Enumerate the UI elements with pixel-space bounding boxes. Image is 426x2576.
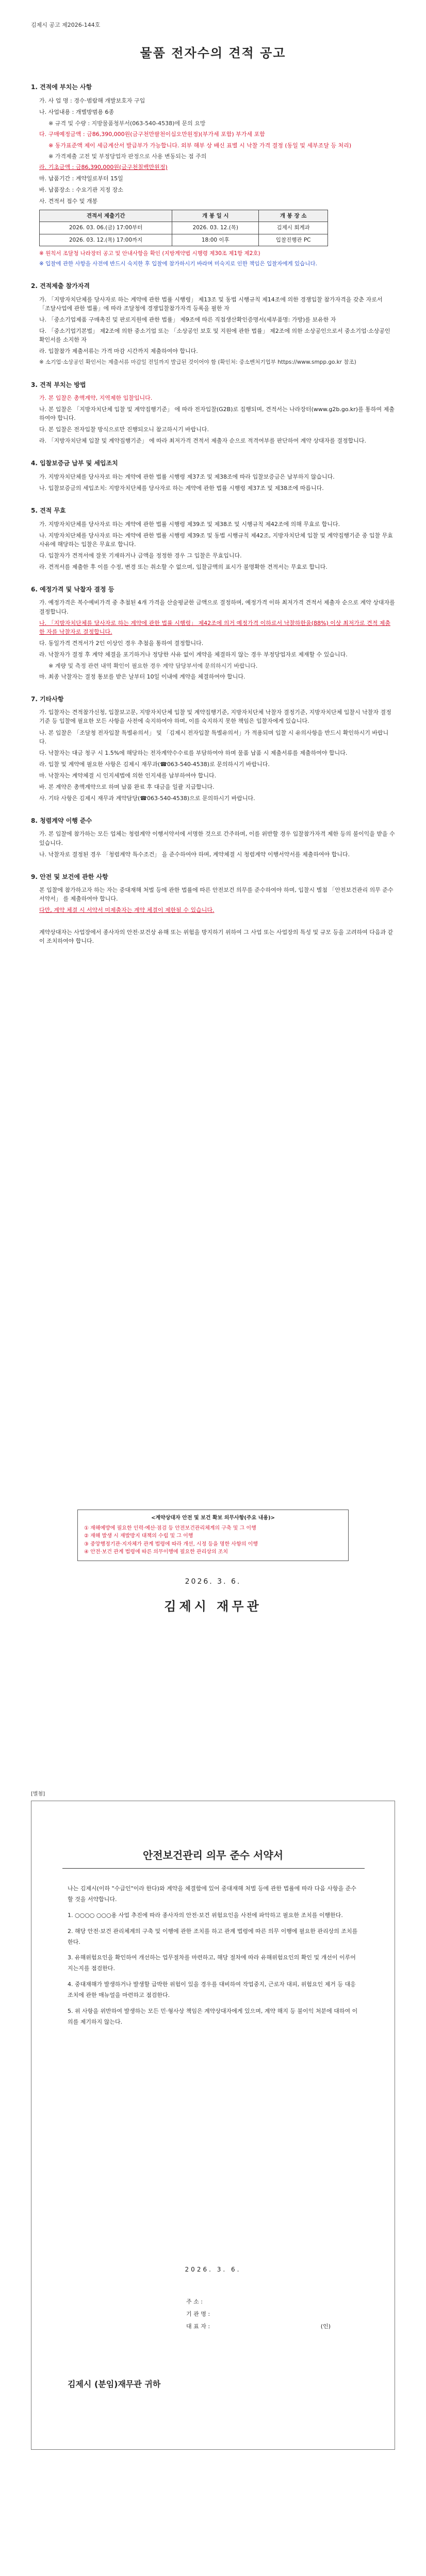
pledge-title: 안전보건관리 의무 준수 서약서 bbox=[142, 1849, 284, 1861]
eligibility-note: ※ 소기업·소상공인 확인서는 제출서류 마감일 전일까지 발급된 것이어야 함 (확인처: 중소벤처기업부 https://www.smpp.go.kr 참조) bbox=[39, 359, 356, 366]
schedule-table bbox=[39, 210, 328, 246]
award-item: 마. 최종 낙찰자는 결정 통보를 받은 날부터 10일 이내에 계약을 체결하여야 합니다. bbox=[39, 673, 245, 680]
eligibility-item: 가. 「지방자치단체를 당사자로 하는 계약에 관한 법률 시행령」 제13조 및 동법 시행규칙 제14조에 의한 경쟁입찰 참가자격을 갖춘 자로서 「조달사업에 관한 법률」에 따라 조달청에 경쟁입찰참가자격 등록을 필한 자 bbox=[39, 296, 383, 312]
sign-label: 주 소 : bbox=[186, 2298, 203, 2305]
item-project-content: 나. 사업내용 : 개별방범용 6종 bbox=[39, 108, 114, 115]
table-cell: 18:00 이후 bbox=[172, 234, 259, 246]
item-base-price: 라. 기초금액 : 금86,390,000원(금구천칠백만원정) bbox=[39, 163, 168, 171]
sign-row bbox=[186, 2320, 331, 2333]
misc-item: 사. 기타 사항은 김제시 재무과 계약담당(☎063-540-4538)으로 문의하시기 바랍니다. bbox=[39, 794, 255, 802]
issuer-name: 김제시 재무관 bbox=[164, 1599, 262, 1614]
invalid-item: 나. 지방자치단체를 당사자로 하는 계약에 관한 법률 시행령 제39조 및 동법 시행규칙 제42조, 지방자치단체 입찰 및 계약집행기준 중 입찰 무효사유에 해당하는 입찰은 무효로 합니다. bbox=[39, 532, 393, 548]
document-number: 김제시 공고 제2026-144호 bbox=[31, 22, 101, 28]
pledge-signature-block bbox=[186, 2296, 331, 2333]
award-item: 다. 동일가격 견적서가 2인 이상인 경우 추첨을 통하여 결정합니다. bbox=[39, 639, 204, 647]
pledge-paragraph: 5. 위 사항을 위반하여 발생하는 모든 민·형사상 책임은 계약상대자에게 있으며, 계약 해지 등 불이익 처분에 대하여 이의를 제기하지 않는다. bbox=[68, 2008, 358, 2025]
safety-item: 본 입찰에 참가하고자 하는 자는 중대재해 처벌 등에 관한 법률에 따른 안전보건 의무를 준수하여야 하며, 입찰시 별첨 「안전보건관리 의무 준수 서약서」 를 제출하여야 합니다. bbox=[39, 887, 394, 903]
eligibility-item: 다. 「중소기업기본법」 제2조에 의한 중소기업 또는 「소상공인 보호 및 지원에 관한 법률」 제2조에 의한 소상공인으로서 중소기업·소상공인 확인서를 소지한 자 bbox=[39, 328, 390, 344]
section-heading: 3. 견적 부치는 방법 bbox=[31, 381, 86, 388]
invalid-item: 다. 입찰자가 견적서에 잘못 기재하거나 금액을 정정한 경우 그 입찰은 무효입니다. bbox=[39, 552, 242, 559]
method-item: 가. 본 입찰은 총액계약, 지역제한 입찰입니다. bbox=[39, 395, 153, 402]
table-row bbox=[40, 222, 328, 234]
item-submission-schedule: 사. 견적서 접수 및 개봉 bbox=[39, 198, 98, 205]
announcement-body bbox=[31, 82, 395, 948]
box-item: ① 재해예방에 필요한 인력·예산·점검 등 안전보건관리체계의 구축 및 그 이행 bbox=[84, 1525, 256, 1531]
table-header: 개 봉 일 시 bbox=[172, 210, 259, 222]
table-cell: 2026. 03. 12.(목) bbox=[172, 222, 259, 234]
announcement-title: 물품 전자수의 견적 공고 bbox=[140, 46, 286, 60]
item-project-name: 가. 사 업 명 : 경수·범람해 개발보호자 구입 bbox=[39, 97, 145, 104]
invalid-item: 라. 견적서를 제출한 후 이를 수정, 변경 또는 취소할 수 없으며, 입찰금액의 표시가 불명확한 견적서는 무효로 합니다. bbox=[39, 563, 327, 570]
integrity-item: 가. 본 입찰에 참가하는 모든 업체는 청렴계약 이행서약서에 서명한 것으로 간주하며, 이를 위반할 경우 입찰참가자격 제한 등의 불이익을 받을 수 있습니다. bbox=[39, 831, 395, 846]
table-cell: 2026. 03. 06.(금) 17:00부터 bbox=[40, 222, 172, 234]
pledge-paragraph: 2. 해당 안전·보건 관리체계의 구축 및 이행에 관한 조치를 하고 관계 법령에 따른 의무 이행에 필요한 관리상의 조치를 한다. bbox=[68, 1927, 358, 1945]
box-title: <계약상대자 안전 및 보건 확보 의무사항(주요 내용)> bbox=[151, 1515, 275, 1521]
award-item: 라. 낙찰자가 결정 후 계약 체결을 포기하거나 정당한 사유 없이 계약을 체결하지 않는 경우 부정당업자로 제재할 수 있습니다. bbox=[39, 651, 348, 658]
method-item: 라. 「지방자치단체 입찰 및 계약집행기준」 에 따라 최저가격 견적서 제출자 순으로 적격여부를 판단하여 계약 상대자를 결정합니다. bbox=[39, 437, 366, 445]
pledge-paragraph: 1. ○○○○ ○○○용 사업 추진에 따라 종사자의 안전·보건 위험요인을 사전에 파악하고 필요한 조치를 이행한다. bbox=[68, 1911, 343, 1919]
misc-item: 바. 본 계약은 총액계약으로 하며 납품 완료 후 대금을 일괄 지급합니다. bbox=[39, 783, 215, 790]
item-spec-note: ※ 규격 및 수량 : 지방물품청부서(063-540-4538)에 문의 요망 bbox=[48, 120, 206, 127]
sign-value: (인) bbox=[320, 2323, 331, 2330]
section-bid-method bbox=[31, 380, 395, 446]
section-heading: 4. 입찰보증금 납부 및 세입조치 bbox=[31, 460, 118, 467]
safety-highlight: 다만, 계약 체결 시 서약서 미제출자는 계약 체결이 제한될 수 있습니다. bbox=[39, 907, 215, 914]
sign-label: 대 표 자 : bbox=[186, 2323, 210, 2330]
method-item: 나. 본 입찰은 「지방자치단체 입찰 및 계약집행기준」 에 따라 전자입찰(G2B)로 집행되며, 견적서는 나라장터(www.g2b.go.kr)를 통하여 제출하여야 합니다. bbox=[39, 406, 395, 422]
section-eligibility bbox=[31, 281, 395, 366]
method-item: 다. 본 입찰은 전자입찰 방식으로만 진행되오니 참고하시기 바랍니다. bbox=[39, 426, 209, 433]
section-misc bbox=[31, 694, 395, 803]
attachment-label: [별첨] bbox=[31, 1791, 45, 1797]
sign-row bbox=[186, 2296, 331, 2308]
box-item: ② 재해 발생 시 재발방지 대책의 수립 및 그 이행 bbox=[84, 1533, 193, 1539]
sign-row bbox=[186, 2308, 331, 2320]
table-row bbox=[40, 234, 328, 246]
section-integrity bbox=[31, 816, 395, 859]
pledge-body bbox=[68, 1884, 359, 2033]
table-header: 견적서 제출기간 bbox=[40, 210, 172, 222]
deposit-item: 가. 지방자치단체를 당사자로 하는 계약에 관한 법률 시행령 제37조 및 제38조에 따라 입찰보증금은 납부하지 않습니다. bbox=[39, 473, 335, 480]
misc-item: 마. 낙찰자는 계약체결 시 인지세법에 의한 인지세를 납부하여야 합니다. bbox=[39, 772, 217, 779]
safety-pledge-form bbox=[31, 1801, 395, 2450]
closing-text: 계약상대자는 사업장에서 종사자의 안전·보건상 유해 또는 위험을 방지하기 위하여 그 사업 또는 사업장의 특성 및 규모 등을 고려하여 다음과 같이 조치하여야 합니다. bbox=[39, 929, 394, 945]
award-item: 나. 「지방자치단체를 당사자로 하는 계약에 관한 법률 시행령」 제42조에 의거 예정가격 이하로서 낙찰하한율(88%) 이상 최저가로 견적 제출한 자를 낙찰자로 결정합니다. bbox=[39, 619, 391, 635]
misc-item: 라. 입찰 및 계약에 필요한 사항은 김제시 재무과(☎063-540-4538)로 문의하시기 바랍니다. bbox=[39, 760, 270, 768]
deposit-item: 나. 입찰보증금의 세입조치: 지방자치단체를 당사자로 하는 계약에 관한 법률 시행령 제37조 및 제38조에 따릅니다. bbox=[39, 485, 324, 492]
note-responsibility: ※ 입찰에 관한 사항을 사전에 반드시 숙지한 후 입찰에 참가하시기 바라며 미숙지로 인한 책임은 입찰자에게 있습니다. bbox=[39, 261, 317, 267]
invalid-item: 가. 지방자치단체를 당사자로 하는 계약에 관한 법률 시행령 제39조 및 제38조 및 시행규칙 제42조에 의해 무효로 합니다. bbox=[39, 520, 340, 528]
integrity-item: 나. 낙찰자로 결정된 경우 「청렴계약 특수조건」 을 준수하여야 하며, 계약체결 시 청렴계약 이행서약서를 제출하여야 합니다. bbox=[39, 851, 350, 858]
section-safety bbox=[31, 872, 395, 915]
section-invalid-bids bbox=[31, 506, 395, 571]
misc-item: 다. 낙찰자는 대금 청구 시 1.5%에 해당하는 전자계약수수료를 부담하여야 하며 물품 납품 시 제출서류를 제출하여야 합니다. bbox=[39, 749, 348, 756]
item-tax-note: ※ 동가표준액 제이 세금계산서 발급부가 가능합니다. 외부 해부 상 배신 표별 시 낙찰 가격 결정 (동일 및 세부조달 등 처리) bbox=[48, 142, 352, 149]
section-award bbox=[31, 585, 395, 681]
section-deposit bbox=[31, 459, 395, 493]
sign-label: 기 관 명 : bbox=[186, 2311, 210, 2318]
eligibility-item: 라. 입찰참가 제출서류는 가격 마감 시간까지 제출하여야 합니다. bbox=[39, 348, 198, 355]
eligibility-item: 나. 「중소기업제품 구매촉진 및 판로지원에 관한 법률」 제9조에 따른 직접생산확인증명서(세부품명: 가방)를 보유한 자 bbox=[39, 316, 336, 324]
section-heading: 6. 예정가격 및 낙찰자 결정 등 bbox=[31, 585, 114, 593]
section-heading: 5. 견적 무효 bbox=[31, 507, 66, 515]
box-item: ③ 중앙행정기관·지자체가 관계 법령에 따라 개선, 시정 등을 명한 사항의 이행 bbox=[84, 1541, 258, 1547]
section-heading: 1. 견적에 부치는 사항 bbox=[31, 83, 92, 91]
note-g2b: ※ 원칙서 조달청 나라장터 공고 및 안내사항을 확인 (지방계약법 시행령 제30조 제1항 제2호) bbox=[39, 250, 260, 257]
pledge-addressee: 김제시 (분임)재무관 귀하 bbox=[68, 2379, 161, 2389]
box-item: ④ 안전·보건 관계 법령에 따른 의무이행에 필요한 관리상의 조치 bbox=[84, 1549, 228, 1555]
section-heading: 7. 기타사항 bbox=[31, 695, 64, 703]
table-cell: 2026. 03. 12.(목) 17:00까지 bbox=[40, 234, 172, 246]
award-note: ※ 계량 및 측정 관련 내역 확인이 필요한 경우 계약 담당부서에 문의하시기 바랍니다. bbox=[48, 662, 258, 669]
misc-item: 가. 입찰자는 견적참가신청, 입찰보고문, 지방자치단체 입찰 및 계약집행기준, 지방자치단체 낙찰자 결정기준, 지방자치단체 입찰시 낙찰자 결정기준 등 입찰에 필요한 모든 사항을 사전에 숙지하여야 하며, 이를 숙지하지 못한 책임은 입찰자에게 있습니다. bbox=[39, 709, 391, 725]
section-bid-items bbox=[31, 82, 395, 268]
pledge-paragraph: 4. 중대재해가 발생하거나 발생할 급박한 위험이 있을 경우를 대비하여 작업중지, 근로자 대피, 위험요인 제거 등 대응조치에 관한 매뉴얼을 마련하고 점검한다. bbox=[68, 1981, 356, 1999]
divider bbox=[62, 1868, 365, 1869]
item-budget: 다. 구매예정금액 : 금86,390,000원(금구천만팔천이십오만원정)(부가세 포함) 부가세 포함 bbox=[39, 130, 265, 138]
safety-obligation-box bbox=[77, 1510, 349, 1561]
item-delivery-place: 바. 납품장소 : 수요기관 지정 장소 bbox=[39, 186, 123, 193]
section-heading: 2. 견적제출 참가자격 bbox=[31, 282, 90, 290]
issue-date: 2026. 3. 6. bbox=[185, 1578, 241, 1586]
section-heading: 8. 청렴계약 이행 준수 bbox=[31, 817, 92, 824]
table-header: 개 봉 장 소 bbox=[259, 210, 328, 222]
table-cell: 김제시 회계과 bbox=[259, 222, 328, 234]
pledge-paragraph: 나는 김제시(이하 "수급인"이라 한다)와 계약을 체결함에 있어 중대재해 처벌 등에 관한 법률에 따라 다음 사항을 준수할 것을 서약합니다. bbox=[68, 1885, 356, 1903]
item-delivery-period: 마. 납품기간 : 계약일로부터 15일 bbox=[39, 175, 123, 182]
table-cell: 입찰진행관 PC bbox=[259, 234, 328, 246]
section-heading: 9. 안전 및 보건에 관한 사항 bbox=[31, 873, 108, 880]
pledge-paragraph: 3. 유해위험요인을 확인하여 개선하는 업무절차를 마련하고, 해당 절차에 따라 유해위험요인의 확인 및 개선이 이루어지는지를 점검한다. bbox=[68, 1954, 356, 1972]
pledge-date: 2026. 3. 6. bbox=[185, 2266, 241, 2273]
misc-item: 나. 본 입찰은 「조달청 전자입찰 특별유의서」 및 「김제시 전자입찰 특별유의서」가 적용되며 입찰 시 유의사항을 반드시 확인하시기 바랍니다. bbox=[39, 729, 389, 745]
award-item: 가. 예정가격은 복수예비가격 중 추첨된 4개 가격을 산술평균한 금액으로 결정하며, 예정가격 이하 최저가격 견적서 제출자 순으로 계약 상대자를 결정합니다. bbox=[39, 599, 395, 615]
item-price-note: ※ 가격제출 고전 및 부정당업자 판정으로 사용 변동되는 점 주의 bbox=[48, 152, 207, 160]
